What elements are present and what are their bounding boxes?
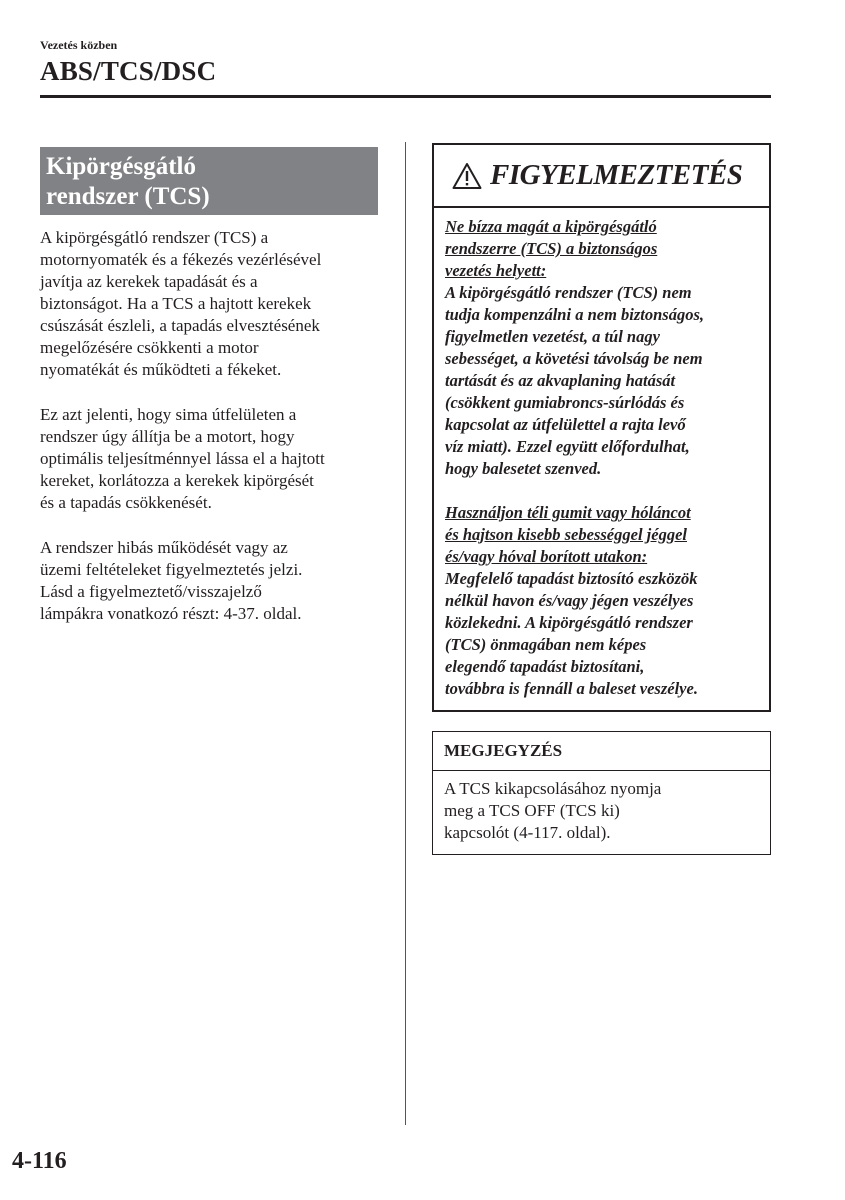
warning-paragraph-2 bbox=[445, 502, 767, 700]
body-paragraph-1 bbox=[40, 227, 395, 381]
text-line: A rendszer hibás működését vagy az bbox=[40, 538, 288, 557]
note-box bbox=[432, 731, 771, 855]
text-line: és a tapadás csökkenését. bbox=[40, 493, 212, 512]
text-line: megelőzésére csökkenti a motor bbox=[40, 338, 259, 357]
warning-line: közlekedni. A kipörgésgátló rendszer bbox=[445, 613, 693, 632]
section-heading bbox=[40, 147, 378, 215]
warning-line: A kipörgésgátló rendszer (TCS) nem bbox=[445, 283, 692, 302]
section-heading-line: rendszer (TCS) bbox=[46, 183, 210, 210]
warning-line: elegendő tapadást biztosítani, bbox=[445, 657, 645, 676]
warning-line: (TCS) önmagában nem képes bbox=[445, 635, 647, 654]
warning-line: nélkül havon és/vagy jégen veszélyes bbox=[445, 591, 694, 610]
text-line: kereket, korlátozza a kerekek kipörgését bbox=[40, 471, 314, 490]
text-line: biztonságot. Ha a TCS a hajtott kerekek bbox=[40, 294, 312, 313]
note-body bbox=[433, 771, 770, 844]
note-line: A TCS kikapcsolásához nyomja bbox=[444, 779, 662, 798]
warning-line-underlined: rendszerre (TCS) a biztonságos bbox=[445, 239, 658, 258]
warning-paragraph-1 bbox=[445, 216, 767, 480]
body-paragraph-3 bbox=[40, 537, 395, 625]
warning-line: kapcsolat az útfelülettel a rajta levő bbox=[445, 415, 686, 434]
page-number: 4-116 bbox=[12, 1148, 67, 1174]
text-line: optimális teljesítménnyel lássa el a hajtott bbox=[40, 449, 325, 468]
header-rule bbox=[40, 95, 771, 98]
warning-line: víz miatt). Ezzel együtt előfordulhat, bbox=[445, 437, 690, 456]
warning-line-underlined: vezetés helyett: bbox=[445, 261, 547, 280]
text-line: üzemi feltételeket figyelmeztetés jelzi. bbox=[40, 560, 303, 579]
text-line: Lásd a figyelmeztető/visszajelző bbox=[40, 582, 262, 601]
text-line: A kipörgésgátló rendszer (TCS) a bbox=[40, 228, 269, 247]
text-line: rendszer úgy állítja be a motort, hogy bbox=[40, 427, 295, 446]
warning-line-underlined: és/vagy hóval borított utakon: bbox=[445, 547, 648, 566]
warning-line: tudja kompenzálni a nem biztonságos, bbox=[445, 305, 705, 324]
breadcrumb: Vezetés közben bbox=[40, 38, 118, 52]
warning-line-underlined: Ne bízza magát a kipörgésgátló bbox=[445, 217, 657, 236]
note-line: meg a TCS OFF (TCS ki) bbox=[444, 801, 620, 820]
warning-triangle-icon bbox=[452, 162, 482, 190]
body-paragraph-2 bbox=[40, 404, 395, 514]
text-line: lámpákra vonatkozó részt: 4-37. oldal. bbox=[40, 604, 302, 623]
warning-line: tartását és az akvaplaning hatását bbox=[445, 371, 676, 390]
section-heading-line: Kipörgésgátló bbox=[46, 153, 196, 180]
page-title: ABS/TCS/DSC bbox=[40, 56, 217, 86]
warning-line: hogy balesetet szenved. bbox=[445, 459, 602, 478]
warning-line: sebességet, a követési távolság be nem bbox=[445, 349, 703, 368]
warning-line-underlined: és hajtson kisebb sebességgel jéggel bbox=[445, 525, 687, 544]
text-line: Ez azt jelenti, hogy sima útfelületen a bbox=[40, 405, 297, 424]
warning-line-underlined: Használjon téli gumit vagy hóláncot bbox=[445, 503, 691, 522]
warning-header bbox=[434, 145, 769, 208]
warning-line: figyelmetlen vezetést, a túl nagy bbox=[445, 327, 660, 346]
warning-box bbox=[432, 143, 771, 712]
text-line: nyomatékát és működteti a fékeket. bbox=[40, 360, 282, 379]
warning-line: továbbra is fennáll a baleset veszélye. bbox=[445, 679, 698, 698]
warning-line: (csökkent gumiabroncs-súrlódás és bbox=[445, 393, 685, 412]
note-title: MEGJEGYZÉS bbox=[433, 732, 770, 771]
column-divider bbox=[405, 142, 406, 1125]
text-line: csúszását észleli, a tapadás elvesztésének bbox=[40, 316, 320, 335]
text-line: javítja az kerekek tapadását és a bbox=[40, 272, 258, 291]
note-line: kapcsolót (4-117. oldal). bbox=[444, 823, 611, 842]
text-line: motornyomaték és a fékezés vezérlésével bbox=[40, 250, 322, 269]
warning-title: FIGYELMEZTETÉS bbox=[490, 159, 743, 191]
warning-line: Megfelelő tapadást biztosító eszközök bbox=[445, 569, 698, 588]
